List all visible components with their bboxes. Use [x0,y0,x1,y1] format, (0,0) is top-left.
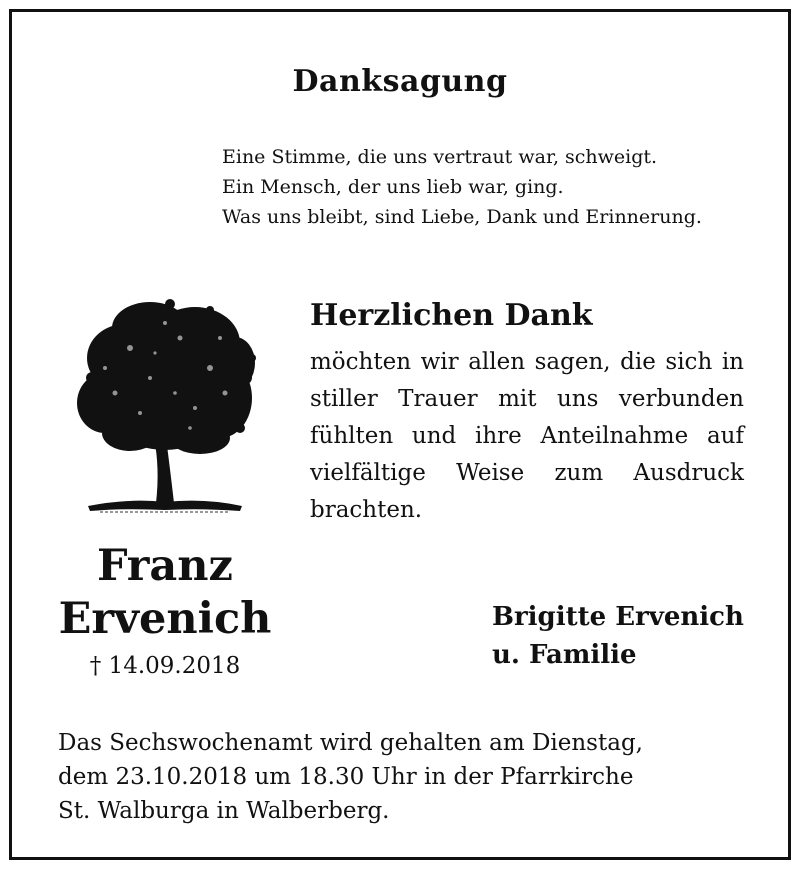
signature-block [492,598,744,674]
thanks-line: möchten wir allen sagen, die sich in [310,349,744,375]
deceased-last-name: Ervenich [58,594,272,644]
thanks-line: brachten. [310,497,423,523]
thanks-line: stiller Trauer mit uns verbunden [310,386,744,412]
page-title: Danksagung [292,64,508,99]
death-date: † 14.09.2018 [89,653,241,679]
thanks-line: fühlten und ihre Anteilnahme auf [310,423,744,449]
thanks-heading: Herzlichen Dank [310,298,593,333]
signer-name: Brigitte Ervenich [492,602,744,632]
signer-family: u. Familie [492,640,637,670]
tree-icon [70,298,260,523]
notice-line: Das Sechswochenamt wird gehalten am Dienstag, [58,730,643,756]
poem-line: Ein Mensch, der uns lieb war, ging. [222,176,564,198]
thanks-line: vielfältige Weise zum Ausdruck [310,460,744,486]
notice-line: dem 23.10.2018 um 18.30 Uhr in der Pfarrkirche [58,764,634,790]
poem-line: Was uns bleibt, sind Liebe, Dank und Erinnerung. [222,206,702,228]
deceased-first-name: Franz [97,541,233,591]
poem [222,142,702,232]
memorial-service-notice [58,726,643,828]
notice-line: St. Walburga in Walberberg. [58,798,390,824]
thanks-body [310,344,744,529]
poem-line: Eine Stimme, die uns vertraut war, schweigt. [222,146,658,168]
